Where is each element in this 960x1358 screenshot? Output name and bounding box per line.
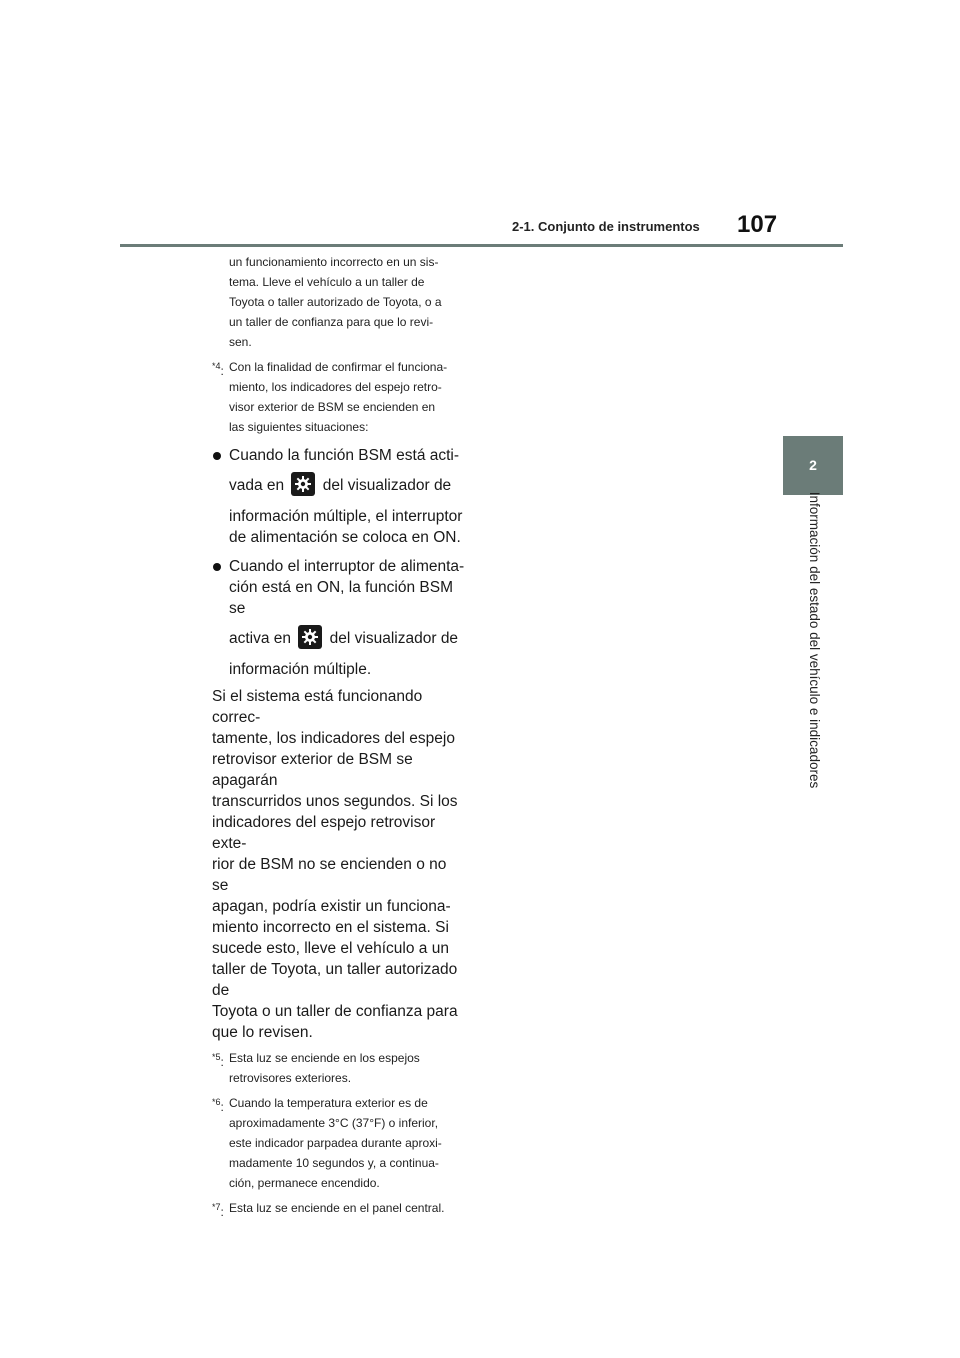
intro-text [212,252,467,352]
footnote-7 [212,1198,467,1218]
bullet-dot-icon [213,452,221,460]
text-line: Cuando el interruptor de alimenta- [229,558,465,575]
text-line: retrovisores exteriores. [229,1071,352,1085]
text-line: madamente 10 segundos y, a continua- [229,1156,439,1170]
bullet-item [212,556,467,680]
footnote-6 [212,1093,467,1193]
page-number: 107 [737,211,778,238]
text-line: tema. Lleve el vehículo a un taller de [229,275,425,289]
text-line: Esta luz se enciende en el panel central. [229,1201,445,1215]
text-line: Esta luz se enciende en los espejos [229,1051,420,1065]
text-line: rior de BSM no se encienden o no se [212,856,447,894]
footnote-mark: $^{*5}$: [212,1052,224,1069]
footnote-mark: $^{*7}$: [212,1202,224,1219]
chapter-title-text: Información del estado del vehículo e indicadores [807,491,822,789]
text-line: las siguientes situaciones: [229,420,369,434]
text-line: información múltiple. [229,661,372,678]
text-line: un funcionamiento incorrecto en un sis- [229,255,439,269]
text-line: un taller de confianza para que lo revi- [229,315,434,329]
text-line: miento incorrecto en el sistema. Si [212,919,449,936]
section-title: 2-1. Conjunto de instrumentos [512,219,700,234]
text-line: sen. [229,335,252,349]
text-line-with-icon: activa en del visualizador de [229,619,467,659]
text-line: tamente, los indicadores del espejo [212,730,455,747]
text-line: Con la finalidad de confirmar el funciona- [229,360,448,374]
text-line: aproximadamente 3°C (37°F) o inferior, [229,1116,439,1130]
text-line: indicadores del espejo retrovisor exte- [212,814,436,852]
text-line: que lo revisen. [212,1024,313,1041]
body-paragraph [212,686,467,1043]
footnote-mark: $^{*4}$: [212,361,224,378]
footnote-5 [212,1048,467,1088]
text-line: Cuando la función BSM está acti- [229,447,460,464]
text-line: transcurridos unos segundos. Si los [212,793,458,810]
header-divider [120,244,843,247]
text-line: ción está en ON, la función BSM se [229,579,454,617]
settings-gear-icon [291,472,315,496]
text-line-with-icon: vada en del visualizador de [229,466,467,506]
text-line: Toyota o un taller de confianza para [212,1003,458,1020]
footnote-4 [212,357,467,437]
footnote-mark: $^{*6}$: [212,1097,224,1114]
text-line: apagan, podría existir un funciona- [212,898,451,915]
settings-gear-icon [298,625,322,649]
text-line: retrovisor exterior de BSM se apagarán [212,751,413,789]
text-line: información múltiple, el interruptor [229,508,463,525]
text-line: de alimentación se coloca en ON. [229,529,461,546]
text-line: miento, los indicadores del espejo retro- [229,380,442,394]
text-line: visor exterior de BSM se encienden en [229,400,436,414]
bullet-item [212,445,467,548]
text-line: sucede esto, lleve el vehículo a un [212,940,449,957]
bullet-dot-icon [213,563,221,571]
chapter-number: 2 [809,457,817,473]
text-line: Cuando la temperatura exterior es de [229,1096,428,1110]
text-line: taller de Toyota, un taller autorizado de [212,961,458,999]
text-line: Si el sistema está funcionando correc- [212,688,423,726]
text-line: Toyota o taller autorizado de Toyota, o a [229,295,442,309]
text-line: este indicador parpadea durante aproxi- [229,1136,442,1150]
main-content [212,252,467,1218]
text-line: ción, permanece encendido. [229,1176,380,1190]
